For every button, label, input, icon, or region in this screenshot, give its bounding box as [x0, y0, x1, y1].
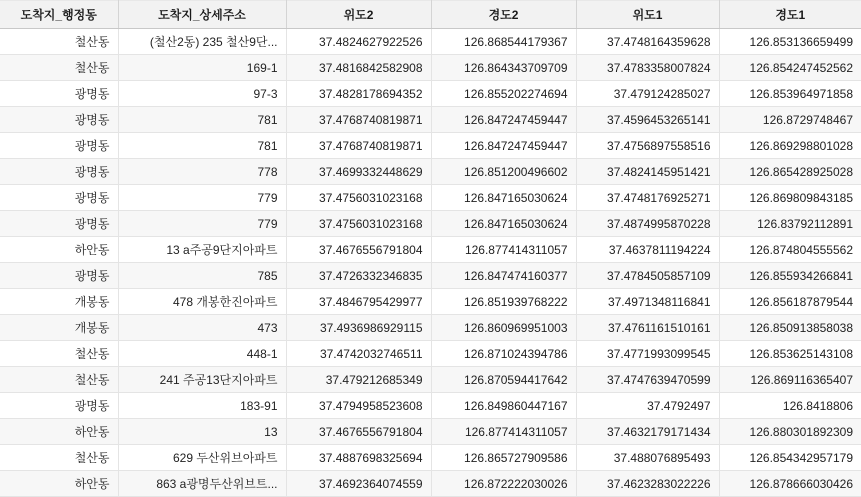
table-row[interactable]	[0, 81, 861, 107]
table-cell[interactable]: 779	[118, 185, 286, 211]
table-cell[interactable]: 629 두산위브아파트	[118, 445, 286, 471]
table-cell[interactable]: 126.847247459447	[431, 107, 576, 133]
table-cell[interactable]: 개봉동	[0, 315, 118, 341]
table-cell[interactable]: 126.868544179367	[431, 29, 576, 55]
header-row	[0, 1, 861, 29]
table-cell[interactable]: 126.877414311057	[431, 237, 576, 263]
table-cell[interactable]: 126.871024394786	[431, 341, 576, 367]
table-cell[interactable]: 37.4726332346835	[286, 263, 431, 289]
table-cell[interactable]: 광명동	[0, 133, 118, 159]
table-cell[interactable]: 126.847247459447	[431, 133, 576, 159]
table-cell[interactable]: 13	[118, 419, 286, 445]
table-cell[interactable]: 광명동	[0, 185, 118, 211]
table-cell[interactable]: 37.4676556791804	[286, 237, 431, 263]
table-cell[interactable]: 785	[118, 263, 286, 289]
table-cell[interactable]: 478 개봉한진아파트	[118, 289, 286, 315]
table-cell[interactable]: 37.4768740819871	[286, 107, 431, 133]
table-row[interactable]	[0, 107, 861, 133]
table-cell[interactable]: 37.4794958523608	[286, 393, 431, 419]
table-row[interactable]	[0, 29, 861, 55]
table-cell[interactable]: 37.4784505857109	[576, 263, 719, 289]
table-cell[interactable]: 126.865428925028	[719, 159, 861, 185]
table-cell[interactable]: 37.4783358007824	[576, 55, 719, 81]
table-cell[interactable]: 하안동	[0, 471, 118, 497]
table-cell[interactable]: 126.854342957179	[719, 445, 861, 471]
table-cell[interactable]: 37.4748176925271	[576, 185, 719, 211]
table-cell[interactable]: 광명동	[0, 263, 118, 289]
table-cell[interactable]: 37.4637811194224	[576, 237, 719, 263]
column-header-longitude-2[interactable]: 경도2	[431, 1, 576, 29]
table-cell[interactable]: 241 주공13단지아파트	[118, 367, 286, 393]
table-cell[interactable]: 37.479212685349	[286, 367, 431, 393]
table-cell[interactable]: 126.877414311057	[431, 419, 576, 445]
table-cell[interactable]: 97-3	[118, 81, 286, 107]
table-cell[interactable]: 37.4756031023168	[286, 185, 431, 211]
table-cell[interactable]: 하안동	[0, 237, 118, 263]
table-cell[interactable]: 37.4771993099545	[576, 341, 719, 367]
table-cell[interactable]: 126.860969951003	[431, 315, 576, 341]
table-row[interactable]	[0, 211, 861, 237]
table-cell[interactable]: 37.4824627922526	[286, 29, 431, 55]
table-cell[interactable]: 126.878666030426	[719, 471, 861, 497]
table-cell[interactable]: 37.4792497	[576, 393, 719, 419]
table-cell[interactable]: 126.853136659499	[719, 29, 861, 55]
table-cell[interactable]: 37.4761161510161	[576, 315, 719, 341]
table-cell[interactable]: 37.4632179171434	[576, 419, 719, 445]
table-cell[interactable]: 126.83792112891	[719, 211, 861, 237]
table-cell[interactable]: 126.847165030624	[431, 185, 576, 211]
table-cell[interactable]: 37.488076895493	[576, 445, 719, 471]
table-cell[interactable]: 126.850913858038	[719, 315, 861, 341]
table-cell[interactable]: 781	[118, 107, 286, 133]
table-cell[interactable]: 126.854247452562	[719, 55, 861, 81]
table-cell[interactable]: 철산동	[0, 367, 118, 393]
table-row[interactable]	[0, 185, 861, 211]
table-cell[interactable]: 철산동	[0, 445, 118, 471]
table-cell[interactable]: 37.4748164359628	[576, 29, 719, 55]
table-cell[interactable]: 779	[118, 211, 286, 237]
table-cell[interactable]: 광명동	[0, 159, 118, 185]
table-cell[interactable]: 448-1	[118, 341, 286, 367]
table-cell[interactable]: 37.4824145951421	[576, 159, 719, 185]
table-cell[interactable]: 37.4936986929115	[286, 315, 431, 341]
table-cell[interactable]: 37.479124285027	[576, 81, 719, 107]
table-cell[interactable]: 126.880301892309	[719, 419, 861, 445]
table-cell[interactable]: 37.4756897558516	[576, 133, 719, 159]
table-row[interactable]	[0, 341, 861, 367]
table-cell[interactable]: 126.869298801028	[719, 133, 861, 159]
table-cell[interactable]: 37.4874995870228	[576, 211, 719, 237]
table-row[interactable]	[0, 315, 861, 341]
table-cell[interactable]: 126.8418806	[719, 393, 861, 419]
table-row[interactable]	[0, 367, 861, 393]
table-cell[interactable]: 하안동	[0, 419, 118, 445]
table-cell[interactable]: 37.4971348116841	[576, 289, 719, 315]
table-cell[interactable]: 37.4623283022226	[576, 471, 719, 497]
table-cell[interactable]: 183-91	[118, 393, 286, 419]
table-row[interactable]	[0, 237, 861, 263]
table-cell[interactable]: 781	[118, 133, 286, 159]
table-row[interactable]	[0, 263, 861, 289]
table-cell[interactable]: 126.872222030026	[431, 471, 576, 497]
table-cell[interactable]: 37.4887698325694	[286, 445, 431, 471]
column-header-arrival-dong[interactable]: 도착지_행정동	[0, 1, 118, 29]
table-header	[0, 1, 861, 29]
table-cell[interactable]: 169-1	[118, 55, 286, 81]
table-cell[interactable]: 광명동	[0, 107, 118, 133]
table-cell[interactable]: 126.855934266841	[719, 263, 861, 289]
table-cell[interactable]: 37.4756031023168	[286, 211, 431, 237]
table-cell[interactable]: 37.4676556791804	[286, 419, 431, 445]
table-cell[interactable]: 126.853625143108	[719, 341, 861, 367]
table-cell[interactable]: 37.4747639470599	[576, 367, 719, 393]
table-row[interactable]	[0, 419, 861, 445]
table-cell[interactable]: 126.864343709709	[431, 55, 576, 81]
table-cell[interactable]: 37.4742032746511	[286, 341, 431, 367]
table-cell[interactable]: 126.851200496602	[431, 159, 576, 185]
table-cell[interactable]: 126.853964971858	[719, 81, 861, 107]
column-header-latitude-2[interactable]: 위도2	[286, 1, 431, 29]
table-cell[interactable]: 13 a주공9단지아파트	[118, 237, 286, 263]
column-header-arrival-detail-address[interactable]: 도착지_상세주소	[118, 1, 286, 29]
table-cell[interactable]: 126.869116365407	[719, 367, 861, 393]
table-cell[interactable]: 개봉동	[0, 289, 118, 315]
table-cell[interactable]: 126.8729748467	[719, 107, 861, 133]
table-cell[interactable]: 863 a광명두산위브트...	[118, 471, 286, 497]
table-cell[interactable]: 37.4596453265141	[576, 107, 719, 133]
table-row[interactable]	[0, 133, 861, 159]
table-cell[interactable]: 473	[118, 315, 286, 341]
table-cell[interactable]: 철산동	[0, 29, 118, 55]
table-cell[interactable]: 778	[118, 159, 286, 185]
table-cell[interactable]: 126.849860447167	[431, 393, 576, 419]
table-cell[interactable]: 철산동	[0, 341, 118, 367]
table-cell[interactable]: 광명동	[0, 393, 118, 419]
table-cell[interactable]: 126.847474160377	[431, 263, 576, 289]
table-row[interactable]	[0, 159, 861, 185]
table-cell[interactable]: 126.869809843185	[719, 185, 861, 211]
table-cell[interactable]: 126.851939768222	[431, 289, 576, 315]
table-cell[interactable]: (철산2동) 235 철산9단...	[118, 29, 286, 55]
table-cell[interactable]: 126.874804555562	[719, 237, 861, 263]
table-cell[interactable]: 철산동	[0, 55, 118, 81]
table-row[interactable]	[0, 445, 861, 471]
table-cell[interactable]: 37.4692364074559	[286, 471, 431, 497]
table-row[interactable]	[0, 289, 861, 315]
table-cell[interactable]: 37.4699332448629	[286, 159, 431, 185]
table-cell[interactable]: 126.855202274694	[431, 81, 576, 107]
table-row[interactable]	[0, 393, 861, 419]
column-header-longitude-1[interactable]: 경도1	[719, 1, 861, 29]
table-cell[interactable]: 126.847165030624	[431, 211, 576, 237]
table-cell[interactable]: 37.4816842582908	[286, 55, 431, 81]
table-cell[interactable]: 37.4768740819871	[286, 133, 431, 159]
column-header-latitude-1[interactable]: 위도1	[576, 1, 719, 29]
table-cell[interactable]: 광명동	[0, 81, 118, 107]
table-cell[interactable]: 126.856187879544	[719, 289, 861, 315]
table-cell[interactable]: 37.4828178694352	[286, 81, 431, 107]
table-row[interactable]	[0, 55, 861, 81]
table-cell[interactable]: 37.4846795429977	[286, 289, 431, 315]
table-body	[0, 29, 861, 497]
table-cell[interactable]: 126.865727909586	[431, 445, 576, 471]
table-row[interactable]	[0, 471, 861, 497]
table-cell[interactable]: 126.870594417642	[431, 367, 576, 393]
table-cell[interactable]: 광명동	[0, 211, 118, 237]
